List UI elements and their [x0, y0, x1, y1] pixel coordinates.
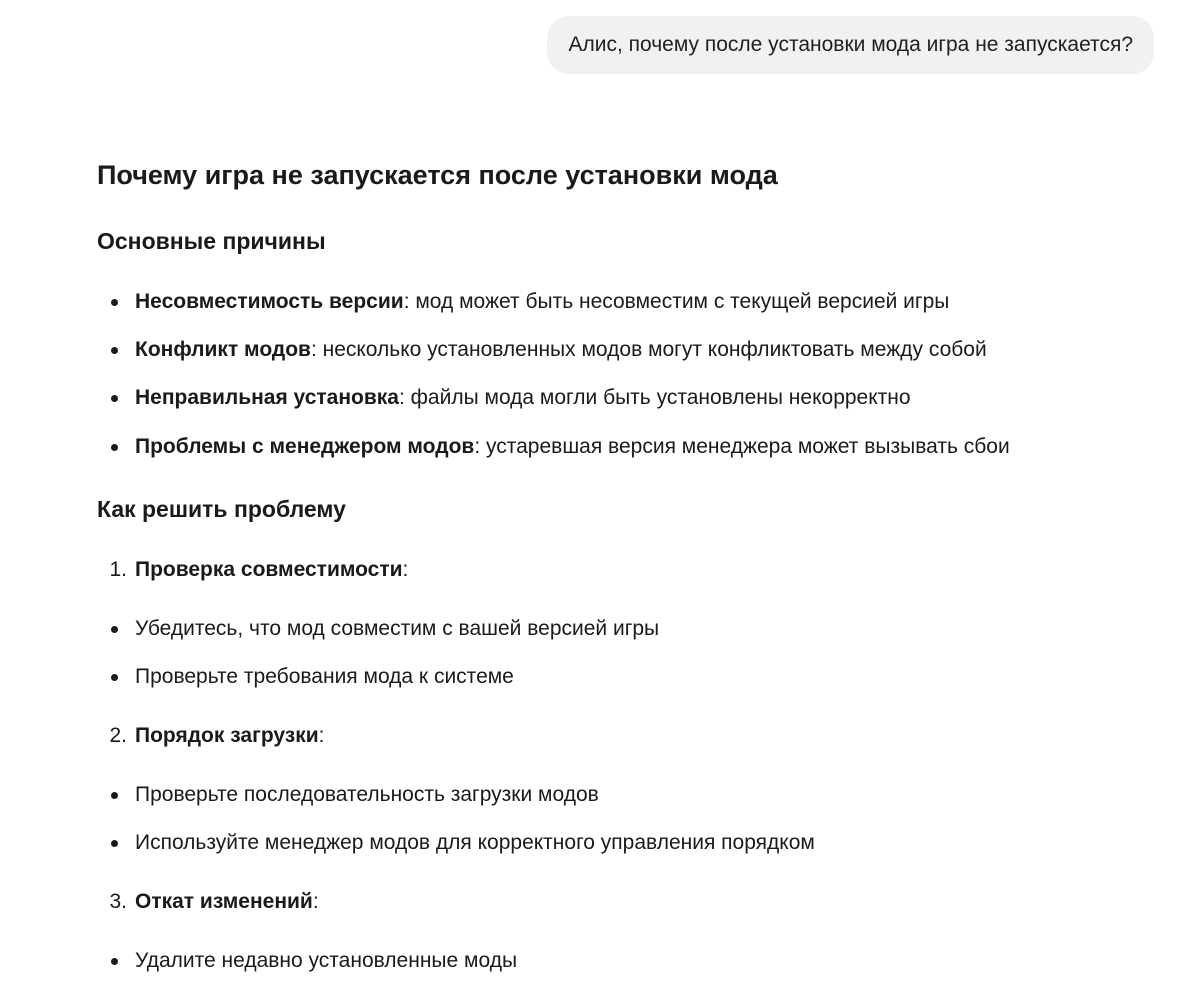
user-message-bubble: [547, 16, 1154, 74]
step-title: Откат изменений: [135, 890, 313, 913]
bullet-icon: [111, 958, 118, 965]
cause-bold: Неправильная установка: [135, 386, 399, 409]
step-subitem-text: Проверьте требования мода к системе: [135, 665, 514, 688]
step-number: 3.: [109, 890, 127, 913]
cause-rest: : устаревшая версия менеджера может вызывать сбои: [474, 435, 1010, 458]
step-suffix: :: [312, 890, 319, 913]
step-number: 2.: [109, 724, 127, 747]
bullet-icon: [111, 674, 118, 681]
cause-bold: Конфликт модов: [135, 338, 311, 361]
solution-heading: Как решить проблему: [97, 496, 346, 522]
step-subitem-text: Удалите недавно установленные моды: [135, 949, 518, 972]
bullet-icon: [111, 840, 118, 847]
user-message-text: Алис, почему после установки мода игра не запускается?: [568, 33, 1133, 56]
cause-rest: : несколько установленных модов могут конфликтовать между собой: [310, 338, 987, 361]
answer-title: Почему игра не запускается после установки мода: [97, 160, 778, 190]
step-title: Порядок загрузки: [135, 724, 319, 747]
causes-heading: Основные причины: [97, 228, 326, 254]
bullet-icon: [111, 626, 118, 633]
bullet-icon: [111, 444, 118, 451]
cause-bold: Проблемы с менеджером модов: [135, 435, 475, 458]
step-suffix: :: [318, 724, 325, 747]
cause-bold: Несовместимость версии: [135, 290, 404, 313]
cause-rest: : мод может быть несовместим с текущей версией игры: [403, 290, 950, 313]
step-subitem-text: Используйте менеджер модов для корректного управления порядком: [135, 831, 815, 854]
bullet-icon: [111, 395, 118, 402]
step-subitem-text: Проверьте последовательность загрузки модов: [135, 783, 599, 806]
step-suffix: :: [402, 558, 409, 581]
cause-rest: : файлы мода могли быть установлены некорректно: [398, 386, 911, 409]
bullet-icon: [111, 299, 118, 306]
step-number: 1.: [109, 558, 127, 581]
bullet-icon: [111, 792, 118, 799]
bullet-icon: [111, 347, 118, 354]
step-title: Проверка совместимости: [135, 558, 403, 581]
step-subitem-text: Убедитесь, что мод совместим с вашей версией игры: [135, 617, 660, 640]
